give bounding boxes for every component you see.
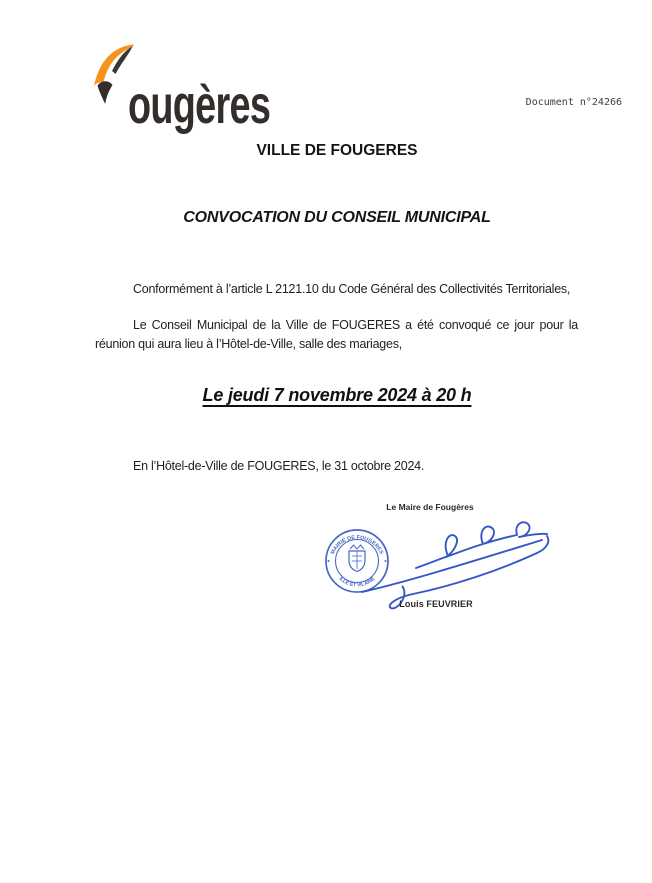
logo-wordmark: ougères <box>128 75 271 135</box>
seal-top-text: MAIRIE DE FOUGERES <box>329 534 385 556</box>
signer-role: Le Maire de Fougères <box>386 502 474 512</box>
page-title: VILLE DE FOUGERES <box>256 142 418 159</box>
place-date-line: En l’Hôtel-de-Ville de FOUGERES, le 31 octobre 2024. <box>133 459 425 473</box>
meeting-date-heading: Le jeudi 7 novembre 2024 à 20 h <box>202 385 472 405</box>
fougeres-logo <box>92 38 282 135</box>
paragraph-legal-reference: Conformément à l’article L 2121.10 du Code Général des Collectivités Territoriales, <box>133 282 571 296</box>
document-subtitle: CONVOCATION DU CONSEIL MUNICIPAL <box>183 209 491 226</box>
paragraph-convocation: Le Conseil Municipal de la Ville de FOUGERES a été convoqué ce jour pour la réunion qui aura lieu à l’Hôtel-de-Ville, salle des mariages, <box>95 318 578 351</box>
document-number: Document n°24266 <box>525 97 622 108</box>
seal-bottom-text: ILLE ET VILAINE <box>337 576 377 589</box>
signer-name: Louis FEUVRIER <box>399 599 473 609</box>
signature-ink-icon <box>362 522 548 608</box>
